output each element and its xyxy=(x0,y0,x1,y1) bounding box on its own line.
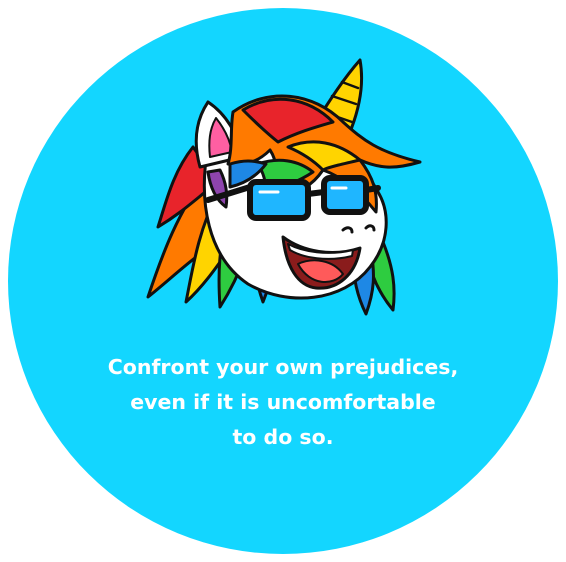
quote-text xyxy=(60,350,506,455)
quote-line: to do so. xyxy=(232,425,334,449)
unicorn-with-sunglasses-icon xyxy=(138,52,428,322)
quote-line: even if it is uncomfortable xyxy=(130,390,436,414)
quote-line: Confront your own prejudices, xyxy=(107,355,459,379)
